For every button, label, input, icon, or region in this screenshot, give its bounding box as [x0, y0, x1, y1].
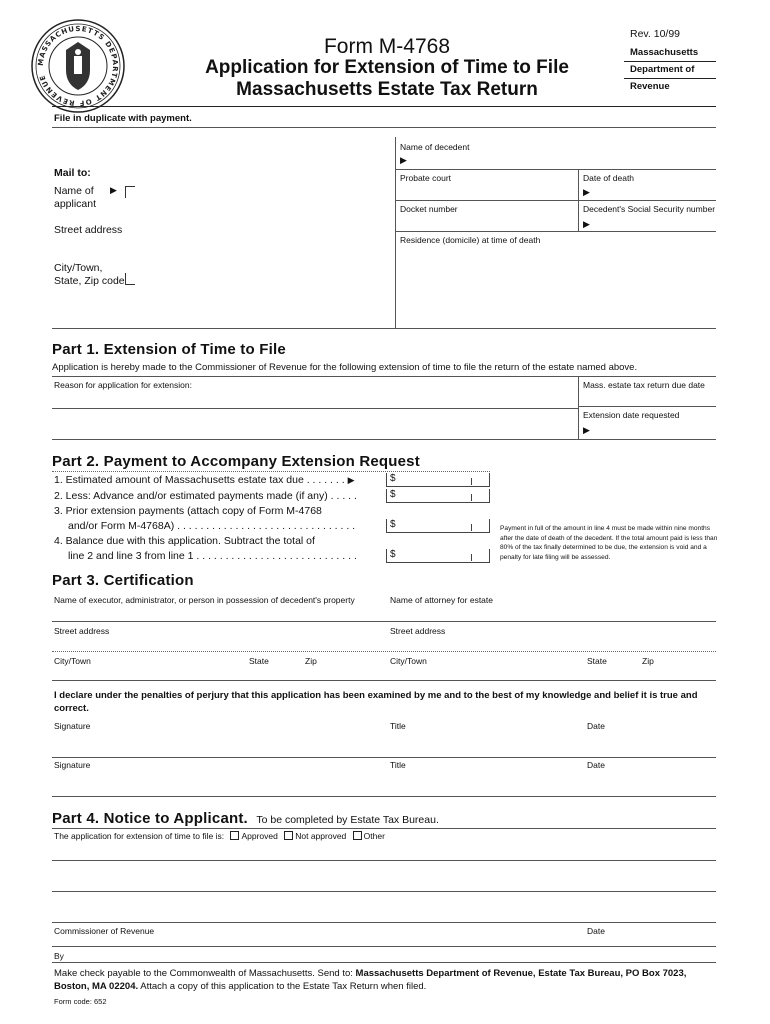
commissioner-input[interactable]: [54, 937, 574, 949]
agency-line-1: Massachusetts: [630, 47, 699, 58]
part3-heading: Part 3. Certification: [52, 572, 194, 589]
arrow-icon: ▶: [110, 185, 117, 195]
line1-text: 1. Estimated amount of Massachusetts estate tax due . . . . . . .: [54, 474, 345, 486]
state-seal: [30, 18, 126, 114]
approved-checkbox[interactable]: [230, 831, 239, 840]
not-approved-checkbox[interactable]: [284, 831, 293, 840]
date-of-death-input[interactable]: [597, 185, 715, 199]
decedent-ssn-label: Decedent's Social Security number: [583, 204, 716, 214]
date-of-death-label: Date of death: [583, 173, 635, 183]
title-input-2[interactable]: [390, 772, 580, 794]
extension-date-input[interactable]: [597, 423, 715, 437]
commissioner-label: Commissioner of Revenue: [54, 926, 155, 936]
line2-amount-input[interactable]: [386, 489, 490, 503]
residence-label: Residence (domicile) at time of death: [400, 235, 541, 245]
executor-name-label: Name of executor, administrator, or person in possession of decedent's property: [54, 595, 355, 605]
probate-court-input[interactable]: [400, 185, 574, 199]
signature-input-2[interactable]: [54, 772, 382, 794]
applicant-name-label: [54, 185, 96, 211]
date-input-2[interactable]: [587, 772, 716, 794]
street-address-label: Street address: [54, 224, 123, 236]
date-input-1[interactable]: [587, 733, 716, 755]
reason-label: Reason for application for extension:: [54, 380, 192, 390]
other-label: Other: [363, 831, 385, 841]
part1-intro: Application is hereby made to the Commissioner of Revenue for the following extension of time to file the return of the estate named above.: [52, 362, 638, 373]
executor-state-label: State: [249, 656, 269, 666]
executor-street-input[interactable]: [54, 637, 382, 651]
form-title-line-2: Massachusetts Estate Tax Return: [236, 79, 538, 100]
payment-note: Payment in full of the amount in line 4 must be made within nine months after the date of death of the decedent. If the total amount paid is less than 80% of the tax finally determined to be due, the extension is void and a penalty for late filing will be assessed.: [500, 525, 718, 561]
commissioner-date-label: Date: [587, 926, 605, 936]
arrow-icon: ▶: [583, 425, 590, 435]
decedent-ssn-input[interactable]: [597, 216, 715, 230]
attorney-name-label: Name of attorney for estate: [390, 595, 493, 605]
part2-heading: Part 2. Payment to Accompany Extension Request: [52, 453, 420, 470]
perjury-declaration: I declare under the penalties of perjury that this application has been examined by me and to the best of my knowledge and belief it is true and correct.: [54, 690, 698, 714]
line1-amount-input[interactable]: [386, 473, 490, 487]
city-state-zip-input[interactable]: [137, 270, 387, 286]
street-address-input[interactable]: [130, 222, 387, 238]
by-label: By: [54, 951, 64, 961]
arrow-icon: ▶: [347, 475, 355, 485]
executor-zip-label: Zip: [305, 656, 317, 666]
arrow-icon: ▶: [583, 219, 590, 229]
application-status-row: [54, 831, 385, 841]
docket-number-input[interactable]: [400, 216, 574, 230]
line4-label-1: 4. Balance due with this application. Subtract the total of: [54, 535, 315, 547]
date-label-2: Date: [587, 760, 605, 770]
decedent-name-input[interactable]: [414, 154, 714, 168]
approved-label: Approved: [241, 831, 278, 841]
attorney-state-label: State: [587, 656, 607, 666]
attorney-street-label: Street address: [390, 626, 446, 636]
form-number: Form M-4768: [323, 35, 451, 58]
notice-comments-input[interactable]: [54, 845, 716, 920]
decedent-name-label: Name of decedent: [400, 142, 470, 152]
executor-name-input[interactable]: [54, 606, 382, 620]
attorney-zip-label: Zip: [642, 656, 654, 666]
title-input-1[interactable]: [390, 733, 580, 755]
line4-amount-input[interactable]: [386, 549, 490, 563]
not-approved-label: Not approved: [295, 831, 347, 841]
part4-heading: Part 4. Notice to Applicant.: [52, 810, 248, 827]
line3-label-1: 3. Prior extension payments (attach copy of Form M-4768: [54, 505, 322, 517]
bureau-address: Massachusetts Department of Revenue, Estate Tax Bureau, PO Box 7023, Boston, MA 02204.: [54, 968, 687, 992]
form-title-line-1: Application for Extension of Time to File: [205, 57, 569, 78]
currency-symbol: $: [390, 473, 396, 484]
agency-line-2: Department of: [630, 64, 695, 75]
signature-label-2: Signature: [54, 760, 91, 770]
title-label-1: Title: [390, 721, 406, 731]
part4-heading-note: To be completed by Estate Tax Bureau.: [256, 814, 439, 826]
return-due-date-input[interactable]: [583, 392, 715, 406]
by-input[interactable]: [68, 950, 714, 962]
city-state-zip-label-line2: State, Zip code: [54, 275, 125, 287]
reason-input[interactable]: [54, 391, 574, 435]
residence-input[interactable]: [400, 250, 714, 320]
city-state-zip-label: [54, 262, 125, 288]
return-due-date-label: Mass. estate tax return due date: [583, 380, 705, 390]
applicant-name-label-line1: Name of: [54, 185, 94, 197]
mail-to-label: Mail to:: [54, 167, 91, 179]
city-state-zip-label-line1: City/Town,: [54, 262, 103, 274]
applicant-name-label-line2: applicant: [54, 198, 97, 210]
probate-court-label: Probate court: [400, 173, 452, 183]
attorney-city-state-zip-input[interactable]: [390, 667, 716, 679]
arrow-icon: ▶: [583, 187, 590, 197]
applicant-name-input[interactable]: [137, 184, 387, 200]
signature-label-1: Signature: [54, 721, 91, 731]
arrow-icon: ▶: [400, 155, 407, 165]
attach-instructions: Attach a copy of this application to the Estate Tax Return when filed.: [138, 981, 427, 992]
mailing-instructions: [54, 967, 716, 993]
title-label-2: Title: [390, 760, 406, 770]
revision-date: Rev. 10/99: [630, 28, 681, 40]
attorney-street-input[interactable]: [390, 637, 716, 651]
seal-icon: [30, 18, 126, 114]
attorney-name-input[interactable]: [390, 606, 716, 620]
payable-text: Make check payable to the Commonwealth of Massachusetts. Send to:: [54, 968, 356, 979]
currency-symbol: $: [390, 519, 396, 530]
line1-label: [54, 474, 355, 486]
line4-label-2: line 2 and line 3 from line 1 . . . . . . . . . . . . . . . . . . . . . . . . . . . .: [68, 550, 357, 562]
address-corner-top: [125, 186, 135, 198]
agency-line-3: Revenue: [630, 81, 670, 92]
file-note: File in duplicate with payment.: [54, 113, 192, 124]
application-status-label: The application for extension of time to file is:: [54, 831, 225, 841]
executor-city-state-zip-input[interactable]: [54, 667, 382, 679]
line3-label-2: and/or Form M-4768A) . . . . . . . . . . . . . . . . . . . . . . . . . . . . . . .: [68, 520, 356, 532]
docket-number-label: Docket number: [400, 204, 458, 214]
svg-text:MASSACHUSETTS DEPARTMENT OF RE: MASSACHUSETTS DEPARTMENT OF REVENUE: [36, 24, 120, 108]
line3-amount-input[interactable]: [386, 519, 490, 533]
date-label-1: Date: [587, 721, 605, 731]
executor-city-label: City/Town: [54, 656, 91, 666]
currency-symbol: $: [390, 489, 396, 500]
address-corner-bottom: [125, 273, 135, 285]
part1-heading: Part 1. Extension of Time to File: [52, 341, 286, 358]
executor-street-label: Street address: [54, 626, 110, 636]
extension-date-label: Extension date requested: [583, 410, 680, 420]
currency-symbol: $: [390, 549, 396, 560]
other-checkbox[interactable]: [353, 831, 362, 840]
signature-input-1[interactable]: [54, 733, 382, 755]
form-code: Form code: 652: [54, 997, 107, 1006]
line2-label: 2. Less: Advance and/or estimated payments made (if any) . . . . .: [54, 490, 357, 502]
part4-heading-row: [52, 810, 439, 828]
attorney-city-label: City/Town: [390, 656, 427, 666]
